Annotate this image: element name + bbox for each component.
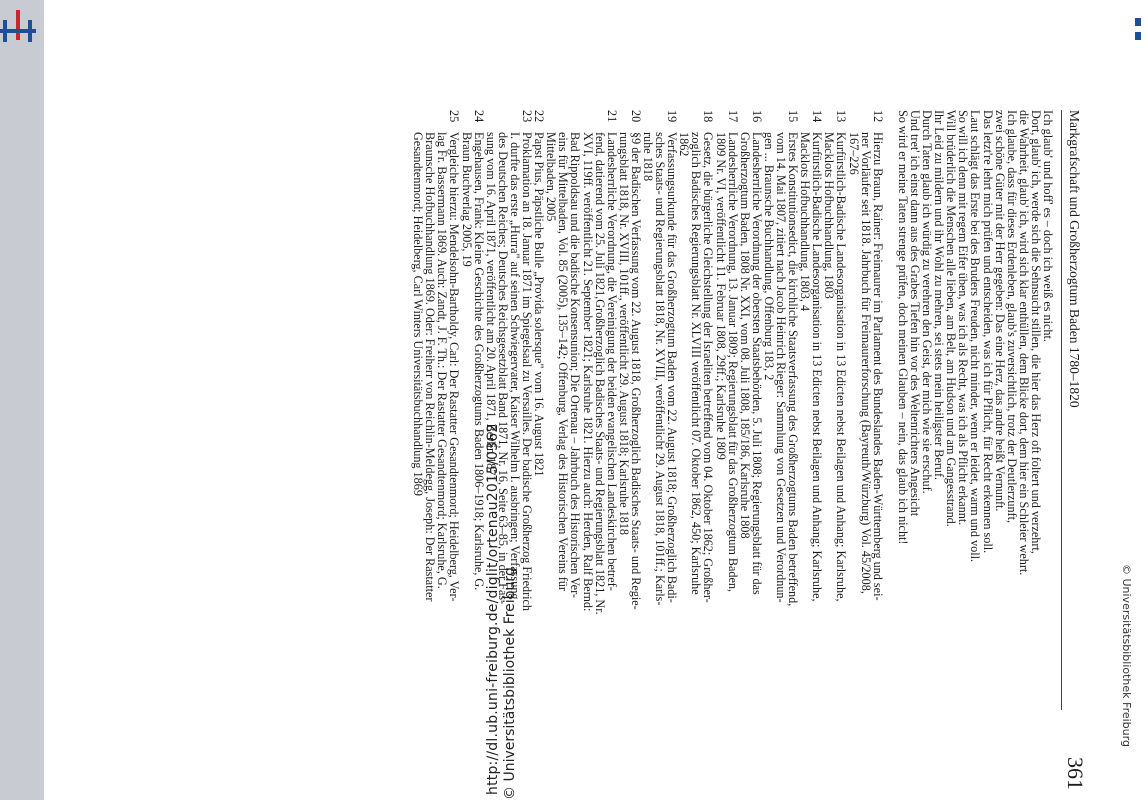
- footnote-indent: [497, 110, 509, 132]
- footnote-text: sung vom 16. April 1871, veröffentlicht am 20. April 1871, Berlin 1871: [483, 132, 498, 482]
- footnote-text: Proklamation an 18. Januar 1871 im Spiegelsaal zu Versailles. Der badische Großherzog Friedrich: [520, 132, 535, 612]
- footnote-number: 13: [834, 110, 849, 123]
- footnote-line: [787, 110, 799, 790]
- poem-line: Durch Taten glaub ich würdig zu verehren den Geist, der mich wie sie erschuf.: [920, 110, 935, 494]
- footnote-indent: [739, 110, 751, 132]
- footnote-number: 24: [471, 110, 486, 123]
- right-mark-blue: [1135, 18, 1141, 26]
- right-edge-marks: [1135, 18, 1141, 42]
- footnote-line: [424, 110, 436, 790]
- footnote-line: [763, 110, 775, 790]
- footnote-line: [497, 110, 509, 790]
- footnote-line: [594, 110, 606, 790]
- footnote-line: [436, 110, 448, 790]
- footnote-line: [521, 110, 533, 790]
- footnote-number: 16: [749, 110, 764, 123]
- header-rule: [1061, 110, 1062, 710]
- logo-crossbar: [0, 29, 36, 33]
- poem-line: Laut schlägt das Erste bei des Bruders Freuden, nicht minder, wenn er leidet, warm und voll.: [968, 110, 983, 563]
- footnote-number: 20: [628, 110, 643, 123]
- footnote-text: §9 der Badischen Verfassung vom 22. August 1818, Großherzoglich Badisches Staats- und Regie-: [628, 132, 643, 610]
- footnote-line: [630, 110, 642, 790]
- footnote-indent: [618, 110, 630, 132]
- footnote-text: Braun Buchverlag 2005, 19: [459, 132, 474, 267]
- footnote-text: ner Vorläufer seit 1818. Jahrbuch für Freimaurerforschung (Bayreuth/Würzburg) Vol. 45/2008,: [858, 132, 873, 594]
- footnote-indent: [485, 110, 497, 132]
- footnote-line: [848, 110, 860, 790]
- footnote-line: [509, 110, 521, 790]
- footnote-indent: [581, 110, 593, 132]
- footnote-text: Mittelbaden, 2005: [544, 132, 559, 222]
- footnote-line: [461, 110, 473, 790]
- footnote-text: Erstes Konstitutionsedict, die kirchliche Staatsverfassung des Großherzogtums Baden betreffend,: [786, 132, 801, 607]
- footnote-line: [606, 110, 618, 790]
- logo-bar-red: [16, 10, 20, 40]
- footnote-indent: [775, 110, 787, 132]
- footnote-indent: [545, 110, 557, 132]
- poem-line: zwei schöne Güter mit der Herr gegeben: Das eine Herz, das andre heißt Vernunft.: [992, 110, 1007, 512]
- footnote-indent: [424, 110, 436, 132]
- footnote-line: [545, 110, 557, 790]
- footnote-line: [473, 110, 485, 790]
- footnote-text: Gesandtenmord; Heidelberg, Carl Winters Universitätsbuchhandlung 1869: [411, 132, 426, 496]
- footnote-indent: [714, 110, 726, 132]
- footnote-indent: [569, 110, 581, 132]
- footnote-text: Papst Pius, Päpstliche Bulle „Provida solersque" vom 16. August 1821: [532, 132, 547, 477]
- footnote-text: fend, datierend vom 25. Juli 1821,Großherzoglich Badisches Staats- und Regierungsblatt 1821, Nr.: [592, 132, 607, 615]
- footnote-line: [618, 110, 630, 790]
- footnote-text: XVI, 119ff. veröffentlicht 21. September 1821; Karlsruhe 1821. Hierzu auch: Herden, Ralf Bernd:: [580, 132, 595, 612]
- footnote-text: Engehausen, Frank: Kleine Geschichte des Großherzogtums Baden 1806–1918; Karlsruhe, G.: [471, 132, 486, 591]
- footnote-text: Verfassungsurkunde für das Großherzogtum Baden vom 22. August 1818; Großherzoglich Badi-: [665, 132, 680, 603]
- footnote-number: 22: [532, 110, 547, 123]
- footnote-line: [557, 110, 569, 790]
- footnote-indent: [860, 110, 872, 132]
- right-mark-blue-2: [1135, 32, 1141, 40]
- footnote-line: [775, 110, 787, 790]
- page-number: 361: [1063, 757, 1088, 790]
- footnote-number: 23: [520, 110, 535, 123]
- footnote-text: eins für Mittelbaden, Vol. 85 (2005), 135–142; Offenburg, Verlag des Historischen Vereins für: [556, 132, 571, 591]
- footnote-number: 21: [604, 110, 619, 123]
- footnote-number: 18: [701, 110, 716, 123]
- footnote-text: gen ... Braunsche Buchhandlung, Offenburg 183, 2: [761, 132, 776, 381]
- footnote-line: [412, 110, 424, 790]
- footnote-text: Landesherrliche Verordnung, die Vereinigung der beiden evangelischen Landeskirchen betref-: [604, 132, 619, 591]
- document-url[interactable]: http://dl.ub.uni-freiburg.de/diglit/ortenau2015/0362: [485, 423, 501, 795]
- footnote-line: [823, 110, 835, 790]
- copyright-notice: © Universitätsbibliothek Freiburg: [502, 567, 518, 800]
- footnote-line: [448, 110, 460, 790]
- poem-line: Und tret' ich einst dann aus des Grabes Tiefen hin vor des Weltenrichters Angesicht: [907, 110, 922, 517]
- footnote-indent: [557, 110, 569, 132]
- footnote-text: Macklots Hofbuchhandlung, 1803: [822, 132, 837, 299]
- footnote-text: Landesherrliche Verordnung, 13. Januar 1809; Regierungsblatt für das Großherzogtum Baden,: [725, 132, 740, 593]
- footnote-text: Kurfürstlich-Badische Landesorganisation in 13 Edicten nebst Beilagen und Anhang; Karlsruhe,: [834, 132, 849, 602]
- footnote-line: [727, 110, 739, 790]
- footnote-line: [678, 110, 690, 790]
- footnote-text: sches Staats- und Regierungsblatt 1818, Nr. XVIII, veröffentlicht 29. August 1818, 101ff.; Karls-: [653, 132, 668, 606]
- footnote-line: [860, 110, 872, 790]
- footnote-indent: [690, 110, 702, 132]
- footnote-indent: [436, 110, 448, 132]
- footnote-text: 1862: [677, 132, 692, 157]
- poem-line: Ihr Leid zu mildern und ihr Wohl zu mehren, sei stets mein heiligster Beruf.: [932, 110, 947, 481]
- footnote-indent: [642, 110, 654, 132]
- footnote-indent: [799, 110, 811, 132]
- footnote-line: [485, 110, 497, 790]
- footnote-line: [690, 110, 702, 790]
- footnote-text: Hierzu Braun, Rainer: Freimaurer im Parlament des Bundeslandes Baden-Württemberg und sei-: [870, 132, 885, 601]
- footnote-indent: [823, 110, 835, 132]
- poem-line: Ich glaub' und hoff' es – doch ich weiß es nicht.: [1041, 110, 1055, 342]
- footnote-indent: [678, 110, 690, 132]
- footnote-indent: [763, 110, 775, 132]
- poem: [897, 110, 1054, 790]
- poem-line: Ich glaube, dass für dieses Erdenleben, glaub's zuversichtlich, trotz der Deutlerzunft,: [1004, 110, 1019, 524]
- footnote-text: Braunsche Hofbuchhandlung 1869. Oder: Freiherr von Reichlin-Meldegg, Joseph: Der Rastatter: [423, 132, 438, 602]
- footnote-indent: [594, 110, 606, 132]
- running-title: Markgrafschaft und Großherzogtum Baden 1780–1820: [1067, 110, 1082, 408]
- copyright-notice-top: © Universitätsbibliothek Freiburg: [1120, 564, 1133, 747]
- poem-line: Dort, glaub' ich, werde sich die Sehnsucht stillen, die hier das Herz oft foltert und verzehrt,: [1028, 110, 1043, 554]
- footnote-line: [569, 110, 581, 790]
- footnote-line: [872, 110, 884, 790]
- footnote-number: 19: [665, 110, 680, 123]
- footnote-line: [739, 110, 751, 790]
- footnote-text: des Deutschen Reiches; Deutsches Reichsgesetzblatt Band 1871, Nr. 16, Seite 63–85, in der Fas-: [495, 132, 510, 605]
- footnote-line: [654, 110, 666, 790]
- footnote-line: [642, 110, 654, 790]
- footnote-text: rungsblatt 1818, Nr. XVIII, 101ff., veröffentlicht 29. August 1818; Karlsruhe 1818: [616, 132, 631, 536]
- footnote-text: lag Fr. Bassermann 1869. Auch: Zandt, J. F. Th.: Der Rastatter Gesandtenmord; Karlsruhe, G.: [435, 132, 450, 589]
- page-body: [412, 110, 1054, 790]
- footnote-text: Landesherrliche Verordnung der obersten Staatsbehörden, 5. Juli 1808; Regierungsblatt für das: [749, 132, 764, 595]
- footnote-number: 17: [725, 110, 740, 123]
- footnote-line: [835, 110, 847, 790]
- footnote-text: 167–226: [846, 132, 861, 175]
- footnote-indent: [461, 110, 473, 132]
- poem-line: So wird er meine Taten strenge prüfen, doch meinen Glauben – nein, das glaub ich nicht!: [895, 110, 910, 545]
- footnote-text: 1809 Nr. VI, veröffentlicht 11. Februar 1808, 29ff.; Karlsruhe 1809: [713, 132, 728, 460]
- footnote-indent: [509, 110, 521, 132]
- section-gap: [884, 110, 897, 790]
- footnote-indent: [412, 110, 424, 132]
- footnote-line: [533, 110, 545, 790]
- footnote-number: 12: [870, 110, 885, 123]
- footnote-line: [751, 110, 763, 790]
- poem-line: So will ich denn mit regem Eifer üben, was ich als Recht, was ich als Pflicht erkannt.: [956, 110, 971, 526]
- footnote-text: I. durfte das erste „Hurra" auf seinen Schwiegervater, Kaiser Wilhelm I. ausbringen; Verfassung: [507, 132, 522, 600]
- university-library-logo-icon[interactable]: [0, 6, 40, 48]
- footnote-indent: [848, 110, 860, 132]
- footnote-text: Bad Rippoldsau und die badische Konsensunion; Die Ortenau – Jahrbuch des Historischen Ver-: [568, 132, 583, 598]
- footnote-number: 25: [447, 110, 462, 123]
- running-head: [1063, 110, 1088, 790]
- footnote-line: [666, 110, 678, 790]
- footnote-text: Macklots Hofbuchhandlung, 1803, 4: [798, 132, 813, 312]
- footnote-number: 14: [810, 110, 825, 123]
- footnote-line: [702, 110, 714, 790]
- viewer-left-strip: [0, 0, 44, 800]
- footnote-text: Kurfürstlich-Badische Landesorganisation in 13 Edicten nebst Beilagen und Anhang; Karlsruhe,: [810, 132, 825, 602]
- footnote-text: Großherzogtum Baden, 1808 Nr. XXI, vom 08. Juli 1808, 185/186, Karlsruhe 1808: [737, 132, 752, 539]
- poem-line: die Wahrheit, glaub' ich, wird sich klar enthüllen, dem Blicke dort, dem hier ein Schleier wehrt.: [1016, 110, 1031, 576]
- footnote-number: 15: [786, 110, 801, 123]
- footnote-text: Vergleiche hierzu: Mendelsohn-Bartholdy, Carl: Der Rastatter Gesandtenmord; Heidelberg, Ver-: [447, 132, 462, 602]
- footnote-text: Gesetz, die bürgerliche Gleichstellung der Israeliten betreffend vom 04. Oktober 1862; Großher-: [701, 132, 716, 603]
- footnote-indent: [654, 110, 666, 132]
- scanned-page: [113, 110, 1088, 790]
- footnote-line: [581, 110, 593, 790]
- footnote-line: [799, 110, 811, 790]
- footnote-line: [811, 110, 823, 790]
- footnote-line: [714, 110, 726, 790]
- poem-line: Will brüderlich die Menschen alle lieben, am Belt, am Hudson und am Gangesstrand.: [944, 110, 959, 527]
- footnote-text: ruhe 1818: [641, 132, 655, 182]
- footnote-text: vom 14. Mai 1807, zitiert nach Jacob Heinrich Rieger: Sammlung von Gesetzen und Verordnun-: [774, 132, 789, 603]
- footnotes: [412, 110, 884, 790]
- footnote-text: zoglich Badisches Regierungsblatt Nr. XLVIII veröffentlicht 07. Oktober 1862, 450; Karlsruhe: [689, 132, 704, 595]
- poem-line: Das letzt're lehrt mich prüfen und entscheiden, was ich für Pflicht, für Recht erkennen soll.: [980, 110, 995, 554]
